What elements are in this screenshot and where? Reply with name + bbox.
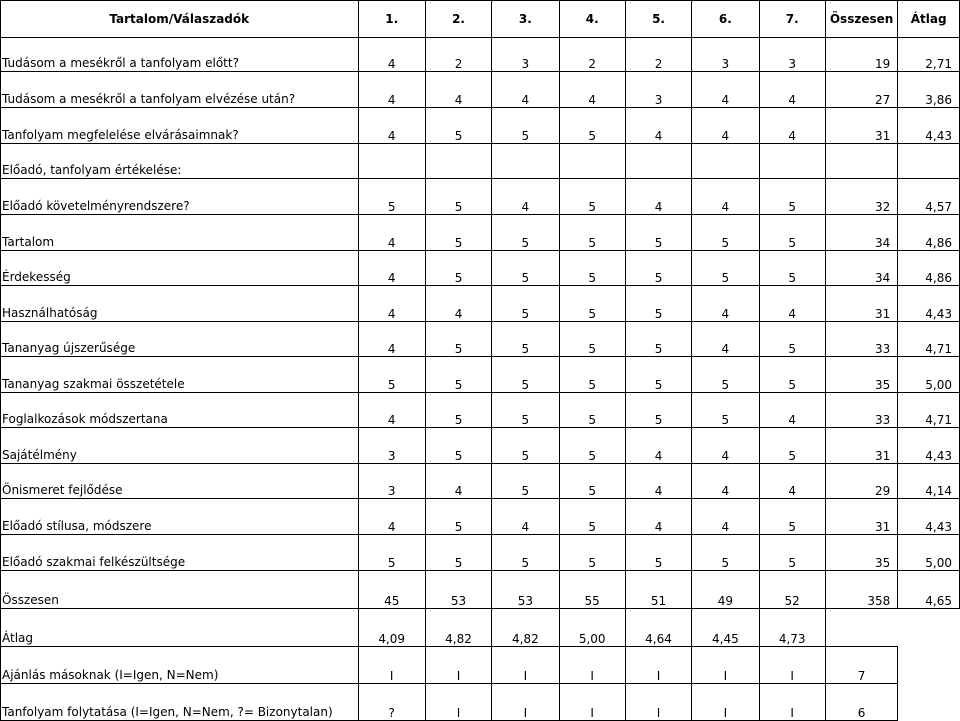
table-row <box>1 179 960 215</box>
recommend-cell: I <box>492 647 559 684</box>
score-cell: 2 <box>425 38 491 72</box>
row-label: Önismeret fejlődése <box>1 464 359 499</box>
score-cell: 4 <box>358 499 425 535</box>
score-cell: 3 <box>492 38 559 72</box>
score-cell: 4 <box>692 108 759 144</box>
row-average: 5,00 <box>898 535 960 571</box>
sum-label: Összesen <box>1 571 359 609</box>
score-cell: 5 <box>759 499 825 535</box>
score-cell: 3 <box>358 428 425 464</box>
table-row <box>1 72 960 108</box>
row-label: Tartalom <box>1 215 359 251</box>
score-cell: 3 <box>759 38 825 72</box>
row-total: 34 <box>825 215 897 251</box>
sum-average: 4,65 <box>898 571 960 609</box>
row-label: Tanfolyam megfelelése elvárásaimnak? <box>1 108 359 144</box>
row-average <box>898 144 960 179</box>
row-average: 4,86 <box>898 215 960 251</box>
score-cell: 5 <box>692 215 759 251</box>
score-cell: 5 <box>759 179 825 215</box>
average-cell: 4,73 <box>759 609 825 647</box>
continue-cell: I <box>492 684 559 721</box>
score-cell: 5 <box>425 251 491 286</box>
row-average: 4,71 <box>898 322 960 357</box>
score-cell: 5 <box>492 108 559 144</box>
score-cell: 4 <box>358 251 425 286</box>
score-cell: 4 <box>358 286 425 322</box>
row-average: 2,71 <box>898 38 960 72</box>
score-cell: 5 <box>492 357 559 393</box>
score-cell <box>425 144 491 179</box>
score-cell: 5 <box>625 535 691 571</box>
score-cell: 5 <box>559 357 625 393</box>
average-cell: 5,00 <box>559 609 625 647</box>
score-cell: 5 <box>425 322 491 357</box>
recommend-cell: I <box>425 647 491 684</box>
row-label: Előadó szakmai felkészültsége <box>1 535 359 571</box>
score-cell: 4 <box>692 499 759 535</box>
continue-cell: I <box>759 684 825 721</box>
score-cell: 5 <box>559 286 625 322</box>
score-cell: 5 <box>759 535 825 571</box>
score-cell: 5 <box>559 428 625 464</box>
score-cell: 4 <box>358 393 425 428</box>
score-cell: 5 <box>358 179 425 215</box>
score-cell: 5 <box>625 215 691 251</box>
row-label: Tudásom a mesékről a tanfolyam előtt? <box>1 38 359 72</box>
row-label: Foglalkozások módszertana <box>1 393 359 428</box>
score-cell: 5 <box>759 215 825 251</box>
score-cell <box>759 144 825 179</box>
header-total: Összesen <box>825 1 897 38</box>
empty-cell <box>825 609 959 647</box>
score-cell: 4 <box>759 464 825 499</box>
score-cell: 5 <box>358 357 425 393</box>
score-cell <box>559 144 625 179</box>
sum-cell: 52 <box>759 571 825 609</box>
score-cell: 4 <box>559 72 625 108</box>
score-cell: 5 <box>692 357 759 393</box>
continue-cell: I <box>625 684 691 721</box>
score-cell: 5 <box>759 322 825 357</box>
header-average: Átlag <box>898 1 960 38</box>
score-cell: 2 <box>559 38 625 72</box>
row-total: 33 <box>825 322 897 357</box>
score-cell: 5 <box>759 428 825 464</box>
score-cell: 5 <box>425 215 491 251</box>
sum-cell: 45 <box>358 571 425 609</box>
table-row <box>1 215 960 251</box>
recommend-cell: I <box>625 647 691 684</box>
score-cell <box>692 144 759 179</box>
row-average: 4,43 <box>898 428 960 464</box>
table-row <box>1 144 960 179</box>
row-total: 31 <box>825 286 897 322</box>
row-total: 19 <box>825 38 897 72</box>
sum-cell: 49 <box>692 571 759 609</box>
table-row <box>1 251 960 286</box>
score-cell: 4 <box>358 38 425 72</box>
average-label: Átlag <box>1 609 359 647</box>
score-cell: 5 <box>492 393 559 428</box>
row-label: Tananyag szakmai összetétele <box>1 357 359 393</box>
score-cell: 5 <box>625 286 691 322</box>
score-cell: 5 <box>425 108 491 144</box>
score-cell: 5 <box>559 179 625 215</box>
continue-cell: I <box>692 684 759 721</box>
score-cell: 4 <box>358 215 425 251</box>
header-respondent: 1. <box>358 1 425 38</box>
score-cell: 5 <box>559 322 625 357</box>
recommend-cell: I <box>559 647 625 684</box>
score-cell: 4 <box>692 286 759 322</box>
score-cell: 5 <box>759 251 825 286</box>
score-cell: 5 <box>759 357 825 393</box>
row-average: 4,57 <box>898 179 960 215</box>
table-row <box>1 322 960 357</box>
score-cell: 5 <box>625 357 691 393</box>
row-total: 35 <box>825 535 897 571</box>
header-respondent: 5. <box>625 1 691 38</box>
row-total: 31 <box>825 428 897 464</box>
row-label: Előadó, tanfolyam értékelése: <box>1 144 359 179</box>
score-cell: 5 <box>559 251 625 286</box>
score-cell: 4 <box>625 108 691 144</box>
row-total: 31 <box>825 108 897 144</box>
score-cell <box>358 144 425 179</box>
row-total: 34 <box>825 251 897 286</box>
score-cell: 4 <box>692 464 759 499</box>
score-cell: 5 <box>559 215 625 251</box>
recommend-total: 7 <box>825 647 897 684</box>
header-respondent: 4. <box>559 1 625 38</box>
row-total: 27 <box>825 72 897 108</box>
score-cell: 4 <box>625 428 691 464</box>
score-cell: 5 <box>692 393 759 428</box>
score-cell: 4 <box>692 179 759 215</box>
continue-total: 6 <box>825 684 897 721</box>
table-row <box>1 393 960 428</box>
recommend-cell: I <box>358 647 425 684</box>
row-average: 3,86 <box>898 72 960 108</box>
recommend-cell: I <box>692 647 759 684</box>
continue-cell: I <box>425 684 491 721</box>
row-average: 4,71 <box>898 393 960 428</box>
header-respondent: 6. <box>692 1 759 38</box>
row-total: 35 <box>825 357 897 393</box>
score-cell: 4 <box>358 72 425 108</box>
table-row <box>1 38 960 72</box>
score-cell: 4 <box>759 72 825 108</box>
score-cell: 5 <box>492 535 559 571</box>
score-cell: 5 <box>425 179 491 215</box>
empty-cell <box>898 684 960 721</box>
score-cell: 4 <box>492 72 559 108</box>
header-respondent: 2. <box>425 1 491 38</box>
score-cell: 4 <box>759 393 825 428</box>
score-cell: 5 <box>692 535 759 571</box>
row-label: Sajátélmény <box>1 428 359 464</box>
recommend-cell: I <box>759 647 825 684</box>
score-cell <box>625 144 691 179</box>
score-cell: 5 <box>358 535 425 571</box>
score-cell: 3 <box>625 72 691 108</box>
score-cell: 5 <box>492 215 559 251</box>
continue-row <box>1 684 960 721</box>
score-cell: 4 <box>492 499 559 535</box>
continue-cell: I <box>559 684 625 721</box>
score-cell: 5 <box>625 393 691 428</box>
sum-cell: 53 <box>425 571 491 609</box>
table-row <box>1 464 960 499</box>
score-cell: 5 <box>425 499 491 535</box>
score-cell: 2 <box>625 38 691 72</box>
score-cell: 4 <box>425 286 491 322</box>
score-cell: 4 <box>358 108 425 144</box>
table-row <box>1 286 960 322</box>
score-cell <box>492 144 559 179</box>
average-cell: 4,45 <box>692 609 759 647</box>
row-label: Előadó követelményrendszere? <box>1 179 359 215</box>
average-cell: 4,64 <box>625 609 691 647</box>
score-cell: 5 <box>559 499 625 535</box>
score-cell: 5 <box>559 464 625 499</box>
score-cell: 5 <box>692 251 759 286</box>
row-average: 5,00 <box>898 357 960 393</box>
score-cell: 4 <box>692 428 759 464</box>
sum-cell: 53 <box>492 571 559 609</box>
score-cell: 5 <box>559 108 625 144</box>
score-cell: 4 <box>692 72 759 108</box>
score-cell: 5 <box>425 357 491 393</box>
score-cell: 5 <box>492 428 559 464</box>
score-cell: 5 <box>492 286 559 322</box>
row-total: 29 <box>825 464 897 499</box>
row-label: Tananyag újszerűsége <box>1 322 359 357</box>
average-cell: 4,82 <box>425 609 491 647</box>
score-cell: 5 <box>559 393 625 428</box>
row-label: Tudásom a mesékről a tanfolyam elvézése után? <box>1 72 359 108</box>
recommend-row <box>1 647 960 684</box>
score-cell: 4 <box>759 286 825 322</box>
average-row <box>1 609 960 647</box>
header-row <box>1 1 960 38</box>
row-total: 31 <box>825 499 897 535</box>
score-cell: 5 <box>425 535 491 571</box>
score-cell: 5 <box>492 464 559 499</box>
continue-label: Tanfolyam folytatása (I=Igen, N=Nem, ?= Bizonytalan) <box>1 684 359 721</box>
table-row <box>1 428 960 464</box>
header-label: Tartalom/Válaszadók <box>1 1 359 38</box>
table-row <box>1 357 960 393</box>
empty-cell <box>898 647 960 684</box>
score-cell: 5 <box>625 322 691 357</box>
score-cell: 4 <box>425 464 491 499</box>
score-cell: 4 <box>625 499 691 535</box>
score-cell: 5 <box>425 393 491 428</box>
score-cell: 5 <box>492 251 559 286</box>
row-average: 4,43 <box>898 499 960 535</box>
score-cell: 4 <box>492 179 559 215</box>
score-cell: 3 <box>692 38 759 72</box>
score-cell: 4 <box>759 108 825 144</box>
row-average: 4,43 <box>898 286 960 322</box>
sum-cell: 55 <box>559 571 625 609</box>
continue-cell: ? <box>358 684 425 721</box>
row-label: Használhatóság <box>1 286 359 322</box>
row-average: 4,43 <box>898 108 960 144</box>
score-cell: 5 <box>625 251 691 286</box>
table-row <box>1 535 960 571</box>
average-cell: 4,09 <box>358 609 425 647</box>
row-label: Előadó stílusa, módszere <box>1 499 359 535</box>
row-total: 33 <box>825 393 897 428</box>
row-total: 32 <box>825 179 897 215</box>
sum-cell: 51 <box>625 571 691 609</box>
score-cell: 4 <box>625 179 691 215</box>
row-label: Érdekesség <box>1 251 359 286</box>
score-cell: 3 <box>358 464 425 499</box>
score-cell: 5 <box>425 428 491 464</box>
row-average: 4,14 <box>898 464 960 499</box>
average-cell: 4,82 <box>492 609 559 647</box>
table-row <box>1 499 960 535</box>
row-total <box>825 144 897 179</box>
score-cell: 5 <box>559 535 625 571</box>
header-respondent: 3. <box>492 1 559 38</box>
sum-row <box>1 571 960 609</box>
score-cell: 5 <box>492 322 559 357</box>
table-row <box>1 108 960 144</box>
score-cell: 4 <box>692 322 759 357</box>
recommend-label: Ajánlás másoknak (I=Igen, N=Nem) <box>1 647 359 684</box>
score-cell: 4 <box>425 72 491 108</box>
row-average: 4,86 <box>898 251 960 286</box>
score-cell: 4 <box>625 464 691 499</box>
sum-total: 358 <box>825 571 897 609</box>
score-cell: 4 <box>358 322 425 357</box>
header-respondent: 7. <box>759 1 825 38</box>
